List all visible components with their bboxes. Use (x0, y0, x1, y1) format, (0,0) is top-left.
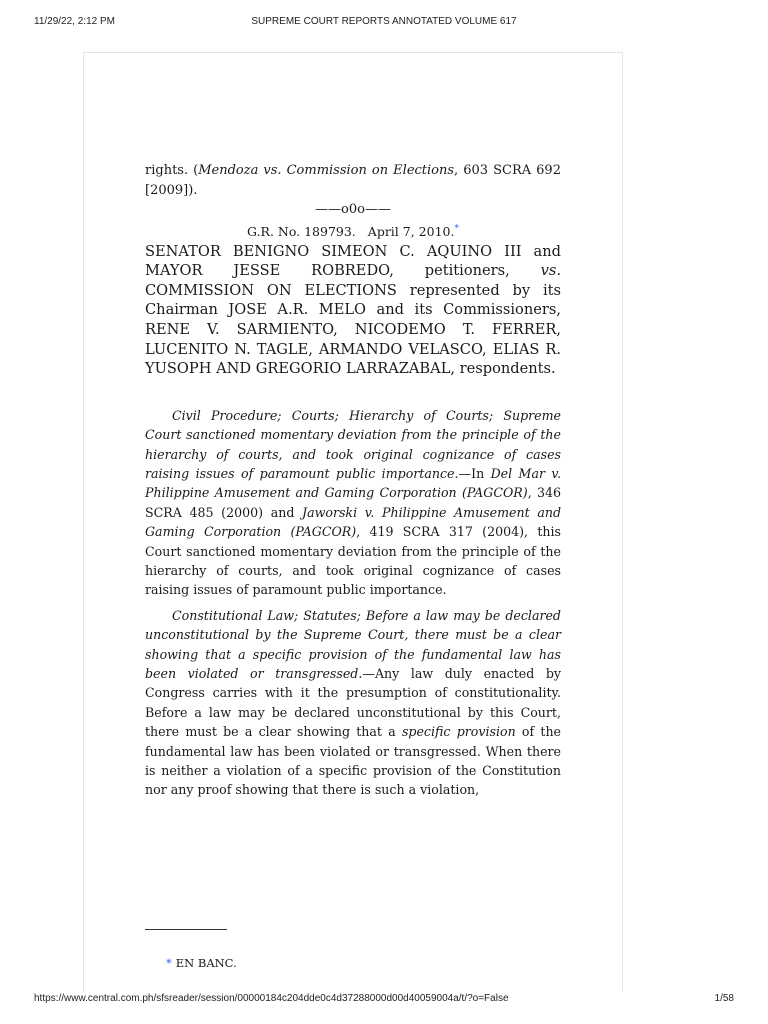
syllabus-1-dash: —In (458, 465, 491, 481)
carryover-case-name: Mendoza vs. Commission on Elections (198, 163, 455, 178)
footnote-separator (145, 929, 227, 930)
versus-text: vs. (540, 262, 561, 280)
syllabus-2-heading: Constitutional Law; Statutes; Before a law may be declared unconstitutional by the Supreme Court, there must be a clear showing that a specific provision of the fundamental law has been violated or transgressed. (145, 607, 561, 681)
print-page-number: 1/58 (714, 993, 734, 1004)
print-footer (0, 993, 768, 1009)
syllabus-1-heading: Civil Procedure; Courts; Hierarchy of Courts; Supreme Court sanctioned momentary deviation from the principle of the hierarchy of courts, and took original cognizance of cases raising issues of paramount public importance. (145, 407, 561, 481)
syllabus-paragraph-1 (145, 406, 561, 600)
gr-date: April 7, 2010. (367, 223, 455, 239)
footnote-marker: * (166, 956, 172, 970)
print-header (0, 16, 768, 32)
gr-number: G.R. No. 189793. (247, 223, 356, 239)
respondents-text: COMMISSION ON ELECTIONS represented by its Chairman JOSE A.R. MELO and its Commissioners, RENE V. SARMIENTO, NICODEMO T. FERRER, LUCENITO N. TAGLE, ARMANDO VELASCO, ELIAS R. YUSOPH AND GREGORIO LARRAZABAL, respondents. (145, 281, 561, 378)
document-content (145, 161, 561, 800)
carryover-paragraph (145, 161, 561, 200)
print-url: https://www.central.com.ph/sfsreader/session/00000184c204dde0c4d37288000d00d40059004a/t/?o=False (34, 993, 509, 1004)
syllabus-2-body-1: —Any law duly enacted by Congress carries with it the presumption of constitutionality. Before a law may be declared unconstitutional by this Court, there must be a clear showing that a (145, 665, 562, 740)
syllabus-paragraph-2 (145, 606, 561, 800)
petitioners-text: SENATOR BENIGNO SIMEON C. AQUINO III and MAYOR JESSE ROBREDO, petitioners, (145, 242, 561, 280)
syllabus-1-citation-1: , 346 SCRA 485 (2000) and (145, 485, 561, 520)
case-number-line (145, 220, 561, 242)
print-datetime: 11/29/22, 2:12 PM (34, 16, 115, 27)
carryover-prefix: rights. ( (145, 163, 199, 178)
footnote-link[interactable]: * (454, 223, 459, 234)
document-page (83, 52, 623, 992)
syllabus-1-case-1: Del Mar v. Philippine Amusement and Gaming Corporation (PAGCOR) (145, 465, 561, 501)
syllabus-2-body-2: of the fundamental law has been violated or transgressed. When there is neither a violation of a specific provision of the Constitution nor any proof showing that there is such a violation, (145, 724, 562, 798)
syllabus-2-emphasis: specific provision (401, 724, 516, 740)
carryover-suffix: , 603 SCRA 692 [2009]). (145, 163, 561, 198)
syllabus-1-case-2: Jaworski v. Philippine Amusement and Gaming Corporation (PAGCOR) (145, 504, 561, 540)
print-title: SUPREME COURT REPORTS ANNOTATED VOLUME 617 (251, 16, 517, 27)
footnote-text: EN BANC. (175, 956, 237, 970)
syllabus-1-body: , 419 SCRA 317 (2004), this Court sanctioned momentary deviation from the principle of the hierarchy of courts, and took original cognizance of cases raising issues of paramount public importance. (145, 524, 561, 598)
section-divider: ——o0o—— (315, 202, 391, 218)
case-parties (145, 242, 561, 379)
footnote (166, 956, 237, 970)
